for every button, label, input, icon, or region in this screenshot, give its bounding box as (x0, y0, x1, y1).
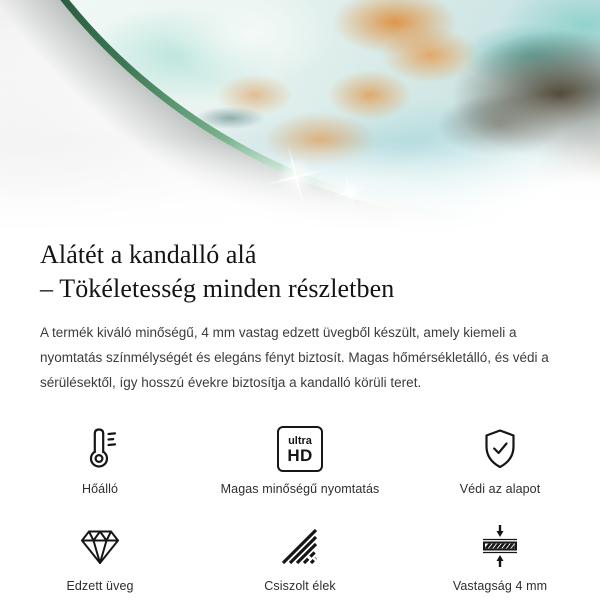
feature-polished-edges (200, 522, 400, 593)
feature-label: Csiszolt élek (264, 579, 336, 593)
thermometer-icon (76, 425, 124, 473)
photo-white-fade (0, 0, 600, 232)
page-title (40, 238, 560, 306)
feature-label: Vastagság 4 mm (452, 579, 548, 593)
diamond-icon (76, 522, 124, 570)
feature-label: Védi az alapot (459, 482, 541, 496)
feature-label: Hőálló (81, 482, 119, 496)
feature-protects-base (400, 425, 600, 496)
shield-check-icon (476, 425, 524, 473)
ultra-hd-badge-bottom: HD (287, 445, 313, 465)
product-description: A termék kiváló minőségű, 4 mm vastag edzett üvegből készült, amely kiemeli a nyomtatás színmélységét és elegáns fényt biztosít. Magas hőmérsékletálló, és védi a sérülésektől, így hosszú évekre biztosítja a kandalló körüli teret. (40, 325, 549, 390)
feature-tempered-glass (0, 522, 200, 593)
features-grid (0, 425, 600, 593)
page-title-line1: Alátét a kandalló alá (40, 240, 257, 269)
polished-edges-icon (276, 522, 324, 570)
feature-high-quality-print (200, 425, 400, 496)
feature-label: Edzett üveg (66, 579, 134, 593)
product-image (0, 0, 600, 232)
product-info-section (0, 232, 600, 395)
feature-heat-resistant (0, 425, 200, 496)
ultra-hd-badge-top: ultra (288, 434, 312, 447)
thickness-icon (476, 522, 524, 570)
ultra-hd-icon (277, 425, 323, 473)
feature-thickness (400, 522, 600, 593)
page-title-line2: – Tökéletesség minden részletben (40, 274, 395, 303)
feature-label: Magas minőségű nyomtatás (220, 482, 380, 496)
